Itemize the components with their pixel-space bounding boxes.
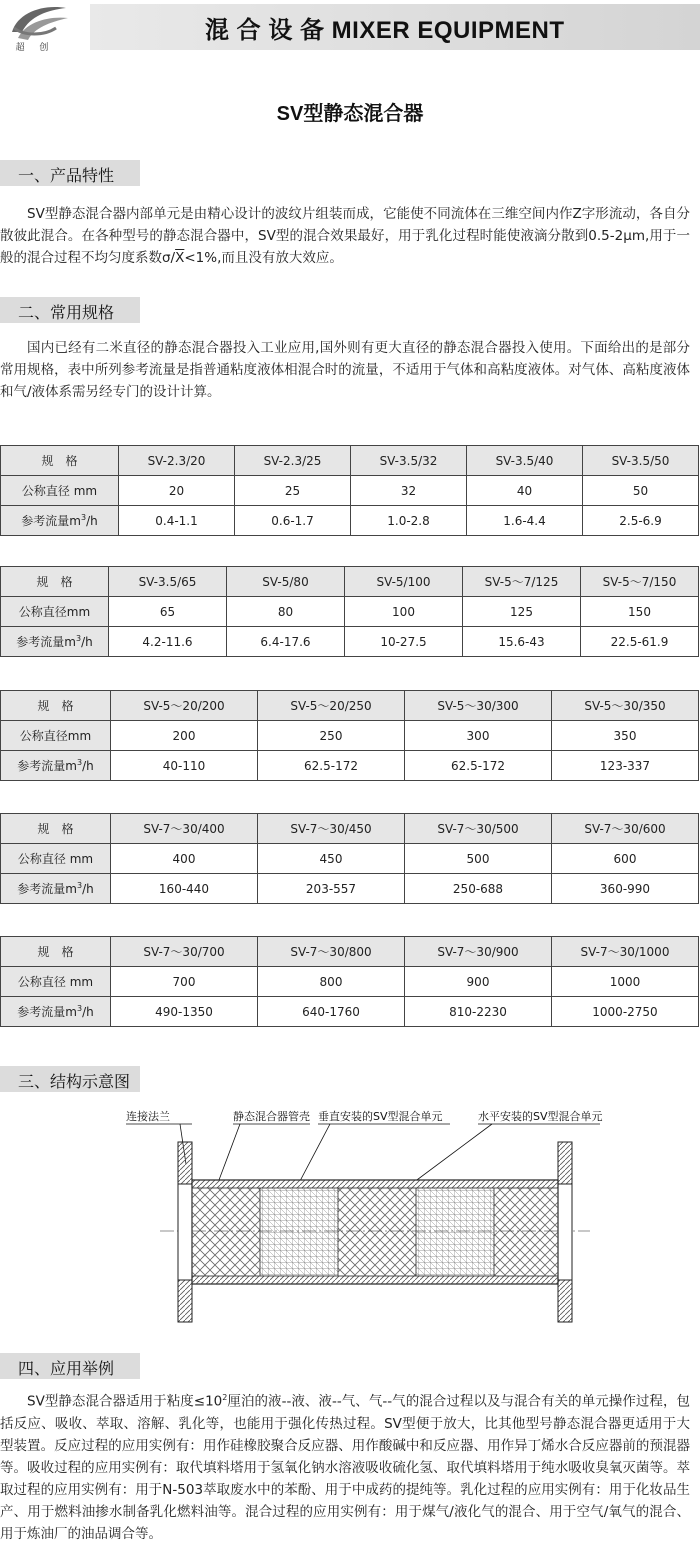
table-row: [1, 937, 699, 967]
table-row: [1, 627, 699, 657]
section-heading-features: [0, 160, 140, 186]
applications-sup: 2: [222, 1393, 228, 1402]
table-cell: 160-440: [111, 874, 258, 904]
table-cell: SV-5～20/200: [111, 691, 258, 721]
section-title: 二、常用规格: [18, 303, 115, 322]
table-cell: 50: [583, 476, 699, 506]
table-cell: 150: [581, 597, 699, 627]
section-title: 一、产品特性: [18, 166, 115, 185]
label-vertical-unit: 垂直安装的SV型混合单元: [318, 1110, 443, 1123]
table-cell: 490-1350: [111, 997, 258, 1027]
table-cell: SV-5/80: [227, 567, 345, 597]
page-header: [0, 0, 700, 58]
table-cell: 32: [351, 476, 467, 506]
table-row: [1, 814, 699, 844]
table-cell: 15.6-43: [463, 627, 581, 657]
row-label: 公称直径mm: [1, 597, 109, 627]
table-cell: 200: [111, 721, 258, 751]
table-row: [1, 967, 699, 997]
table-cell: 123-337: [552, 751, 699, 781]
table-cell: SV-7～30/1000: [552, 937, 699, 967]
mixing-unit: [494, 1188, 558, 1276]
row-label: 参考流量$m^3/h$: [1, 997, 111, 1027]
table-cell: SV-2.3/20: [119, 446, 235, 476]
mixing-unit: [338, 1188, 416, 1276]
table-cell: SV-5/100: [345, 567, 463, 597]
table-cell: 20: [119, 476, 235, 506]
row-label: 公称直径 mm: [1, 967, 111, 997]
table-cell: 1000-2750: [552, 997, 699, 1027]
features-text: SV型静态混合器内部单元是由精心设计的波纹片组装而成，它能使不同流体在三维空间内作Z字形流动，各自分散彼此混合。在各种型号的静态混合器中，SV型的混合效果最好，用于乳化过程时能使液滴分散到0.5-2μm,用于一般的混合过程不均匀度系数σ/: [0, 206, 690, 266]
table-cell: SV-7～30/450: [258, 814, 405, 844]
table-row: [1, 506, 699, 536]
applications-text-end: 厘泊的液--液、液--气、气--气的混合过程以及与混合有关的单元操作过程，包括反应、吸收、萃取、溶解、乳化等，也能用于强化传热过程。SV型便于放大，比其他型号静态混合器更适用于大型装置。反应过程的应用实例有：用作硅橡胶聚合反应器、用作酸碱中和反应器、用作异丁烯水合反应器前的预混器等。吸收过程的应用实例有：取代填料塔用于氢氧化钠水溶液吸收硫化氢、取代填料塔用于纯水吸收臭氧灭菌等。萃取过程的应用实例有：用于N-503萃取废水中的苯酚、用于中成药的提纯等。乳化过程的应用实例有：用于化妆品生产、用于燃料油掺水制备乳化燃料油等。混合过程的应用实例有：用于煤气/液化气的混合、用于空气/氧气的混合、用于炼油厂的油品调合等。: [0, 1393, 690, 1542]
row-label: 规 格: [1, 691, 111, 721]
table-cell: SV-3.5/32: [351, 446, 467, 476]
table-cell: 1.0-2.8: [351, 506, 467, 536]
label-shell: 静态混合器管壳: [233, 1110, 310, 1123]
table-cell: SV-7～30/500: [405, 814, 552, 844]
mixer-structure-diagram: [100, 1100, 620, 1340]
table-row: [1, 597, 699, 627]
table-cell: 700: [111, 967, 258, 997]
table-cell: 40: [467, 476, 583, 506]
table-row: [1, 721, 699, 751]
section-title: 四、应用举例: [18, 1359, 115, 1378]
table-cell: SV-3.5/40: [467, 446, 583, 476]
section-heading-specs: [0, 297, 140, 323]
table-cell: SV-3.5/65: [109, 567, 227, 597]
table-cell: 100: [345, 597, 463, 627]
table-cell: SV-5～7/125: [463, 567, 581, 597]
shell-bottom-wall: [192, 1276, 558, 1284]
table-cell: SV-2.3/25: [235, 446, 351, 476]
table-cell: SV-7～30/600: [552, 814, 699, 844]
label-flange: 连接法兰: [126, 1110, 170, 1123]
table-cell: 125: [463, 597, 581, 627]
right-flange: [558, 1142, 572, 1322]
table-cell: 250-688: [405, 874, 552, 904]
table-cell: 62.5-172: [258, 751, 405, 781]
row-label: 规 格: [1, 937, 111, 967]
table-cell: SV-5～20/250: [258, 691, 405, 721]
table-row: [1, 476, 699, 506]
table-cell: 0.6-1.7: [235, 506, 351, 536]
table-row: [1, 446, 699, 476]
section-heading-structure: [0, 1066, 140, 1092]
mixing-unit: [416, 1188, 494, 1276]
table-cell: 1000: [552, 967, 699, 997]
table-cell: 80: [227, 597, 345, 627]
mixing-unit: [260, 1188, 338, 1276]
table-cell: 1.6-4.4: [467, 506, 583, 536]
table-cell: 0.4-1.1: [119, 506, 235, 536]
table-cell: 6.4-17.6: [227, 627, 345, 657]
table-row: [1, 874, 699, 904]
features-paragraph: [0, 203, 690, 269]
table-cell: 810-2230: [405, 997, 552, 1027]
row-label: 公称直径 mm: [1, 844, 111, 874]
table-cell: SV-7～30/800: [258, 937, 405, 967]
row-label: 参考流量$m^3/h$: [1, 751, 111, 781]
table-cell: 900: [405, 967, 552, 997]
specs-paragraph: [0, 337, 690, 403]
table-cell: 800: [258, 967, 405, 997]
table-cell: 22.5-61.9: [581, 627, 699, 657]
table-cell: 500: [405, 844, 552, 874]
table-cell: 450: [258, 844, 405, 874]
table-row: [1, 997, 699, 1027]
applications-text: SV型静态混合器适用于粘度≤10: [27, 1393, 223, 1410]
spec-table-4: [0, 813, 699, 904]
table-row: [1, 751, 699, 781]
table-cell: SV-7～30/400: [111, 814, 258, 844]
applications-paragraph: [0, 1387, 690, 1545]
table-cell: SV-7～30/900: [405, 937, 552, 967]
table-cell: SV-5～30/350: [552, 691, 699, 721]
row-label: 参考流量$m^3/h$: [1, 874, 111, 904]
row-label: 公称直径 mm: [1, 476, 119, 506]
left-flange: [178, 1142, 192, 1322]
shell-top-wall: [192, 1180, 558, 1188]
spec-table-2: [0, 566, 699, 657]
section-title: 三、结构示意图: [18, 1072, 131, 1091]
table-cell: SV-5～7/150: [581, 567, 699, 597]
table-cell: 40-110: [111, 751, 258, 781]
row-label: 规 格: [1, 567, 109, 597]
spec-table-5: [0, 936, 699, 1027]
table-cell: SV-3.5/50: [583, 446, 699, 476]
features-x-bar: $\overline{X}$: [175, 250, 185, 266]
mixing-unit: [192, 1188, 260, 1276]
table-cell: 640-1760: [258, 997, 405, 1027]
table-cell: 250: [258, 721, 405, 751]
table-cell: SV-5～30/300: [405, 691, 552, 721]
row-label: 规 格: [1, 814, 111, 844]
table-cell: 10-27.5: [345, 627, 463, 657]
table-cell: 65: [109, 597, 227, 627]
row-label: 参考流量$m^3/h$: [1, 627, 109, 657]
section-heading-applications: [0, 1353, 140, 1379]
row-label: 规 格: [1, 446, 119, 476]
row-label: 公称直径mm: [1, 721, 111, 751]
table-cell: 62.5-172: [405, 751, 552, 781]
label-horizontal-unit: 水平安装的SV型混合单元: [478, 1110, 603, 1123]
table-row: [1, 691, 699, 721]
table-cell: 400: [111, 844, 258, 874]
table-cell: 203-557: [258, 874, 405, 904]
features-text-end: <1%,而且没有放大效应。: [184, 250, 343, 266]
table-row: [1, 844, 699, 874]
page-title: SV型静态混合器: [276, 103, 424, 125]
spec-table-3: [0, 690, 699, 781]
spec-table-1: [0, 445, 699, 536]
table-cell: 4.2-11.6: [109, 627, 227, 657]
header-banner: [90, 4, 700, 50]
table-cell: 600: [552, 844, 699, 874]
specs-text: 国内已经有二米直径的静态混合器投入工业应用,国外则有更大直径的静态混合器投入使用。下面给出的是部分常用规格，表中所列参考流量是指普通粘度液体相混合时的流量，不适用于气体和高粘度液体。对气体、高粘度液体和气/液体系需另经专门的设计计算。: [0, 340, 690, 400]
table-cell: SV-7～30/700: [111, 937, 258, 967]
table-cell: 25: [235, 476, 351, 506]
banner-title: 混 合 设 备 MIXER EQUIPMENT: [205, 17, 565, 44]
row-label: 参考流量$m^3/h$: [1, 506, 119, 536]
logo-text: 超 创: [15, 43, 55, 53]
table-cell: 350: [552, 721, 699, 751]
table-cell: 360-990: [552, 874, 699, 904]
table-row: [1, 567, 699, 597]
table-cell: 2.5-6.9: [583, 506, 699, 536]
table-cell: 300: [405, 721, 552, 751]
